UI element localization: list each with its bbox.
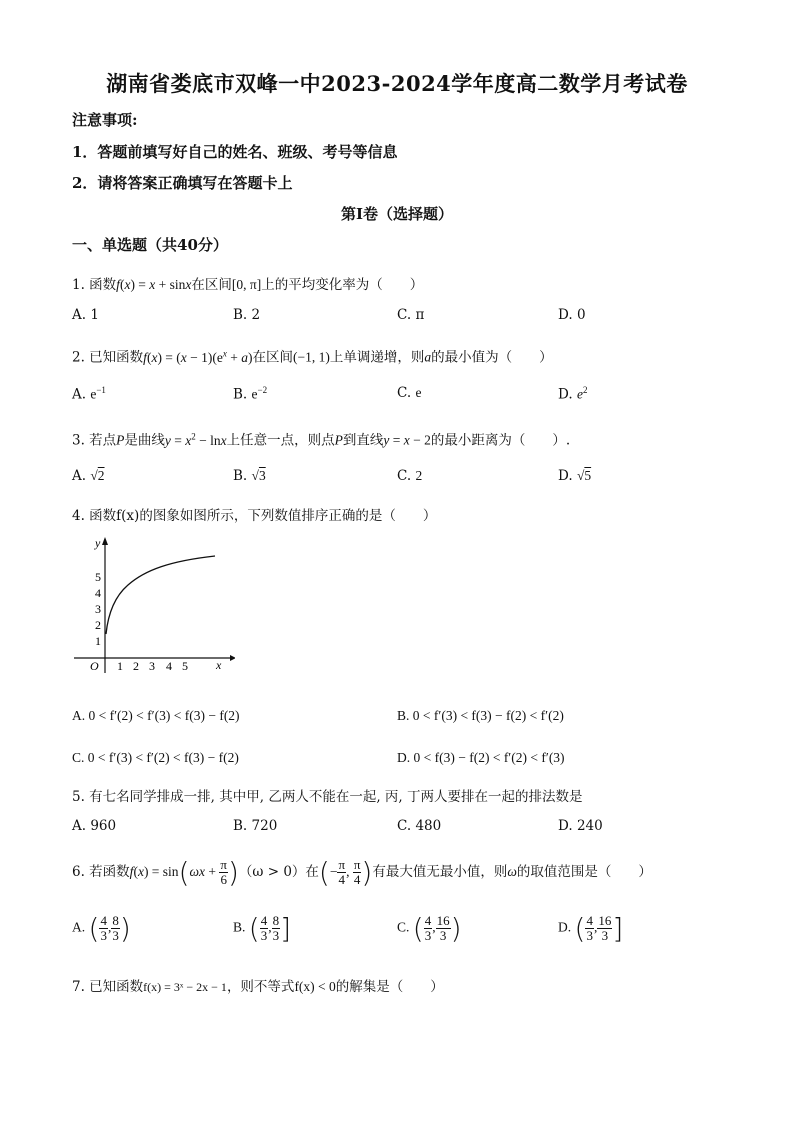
q6-option-d: D. ( $\frac{4}{3}$ , $\frac{16}{3}$ ] bbox=[558, 912, 624, 945]
section-title: 一、单选题（共40分） bbox=[72, 236, 228, 254]
q5-option-a: A. 960 bbox=[72, 818, 117, 834]
q4-graph bbox=[70, 535, 235, 675]
y-tick-5: 5 bbox=[95, 570, 101, 584]
q3-option-b: B. √3 bbox=[233, 468, 266, 484]
y-tick-1: 1 bbox=[95, 634, 101, 648]
q6-option-b: B. ( $\frac{4}{3}$ , $\frac{8}{3}$ ] bbox=[233, 912, 292, 945]
x-axis-label: x bbox=[216, 658, 222, 672]
notice-item-2: 2．请将答案正确填写在答题卡上 bbox=[72, 174, 293, 192]
q1-formula: f(x) = x + sinx bbox=[116, 277, 192, 292]
q6-formula: f(x) = sin(ωx + $\frac{\pi}{6}$ ) bbox=[129, 855, 239, 889]
q4-option-c: C. 0 < f′(3) < f′(2) < f(3) − f(2) bbox=[72, 750, 239, 765]
question-2: 2. 已知函数$f(x) = (x - 1)(e^x + a)$在区间(−1, 1)上单调递增，则a的最小值为（ ） bbox=[72, 348, 553, 366]
x-tick-3: 3 bbox=[149, 659, 155, 673]
origin-label: O bbox=[90, 659, 99, 673]
q3-line: y = x − 2 bbox=[383, 432, 431, 448]
exam-title: 湖南省娄底市双峰一中2023-2024学年度高二数学月考试卷 bbox=[106, 71, 688, 96]
q6-option-c: C. ( $\frac{4}{3}$ , $\frac{16}{3}$ ) bbox=[397, 912, 462, 945]
q1-num: 1. 函数 bbox=[72, 277, 117, 293]
q2-option-b: B. $e^{-2}$ bbox=[233, 385, 268, 403]
y-tick-2: 2 bbox=[95, 618, 101, 632]
q3-option-d: D. √5 bbox=[558, 468, 592, 484]
notice-item-1: 1．答题前填写好自己的姓名、班级、考号等信息 bbox=[72, 143, 398, 161]
volume-title: 第I卷（选择题） bbox=[340, 205, 454, 223]
x-tick-4: 4 bbox=[166, 659, 172, 673]
q3-curve: $y = x^2 - \ln x$ bbox=[164, 431, 227, 448]
q2-option-d: D. $e^2$ bbox=[558, 385, 588, 403]
q1-text-b: 上的平均变化率为（ ） bbox=[261, 277, 424, 293]
q5-option-d: D. 240 bbox=[558, 818, 603, 834]
x-tick-5: 5 bbox=[182, 659, 188, 673]
x-tick-1: 1 bbox=[117, 659, 123, 673]
q3-option-c: C. 2 bbox=[397, 468, 423, 484]
q5-option-b: B. 720 bbox=[233, 818, 278, 834]
q5-option-c: C. 480 bbox=[397, 818, 442, 834]
q7-inequality: f(x) < 0 bbox=[294, 979, 336, 994]
question-7: 7. 已知函数f(x) = 3ˣ − 2x − 1，则不等式f(x) < 0的解集是（ ） bbox=[72, 979, 444, 995]
x-tick-2: 2 bbox=[133, 659, 139, 673]
q2-interval: (−1, 1) bbox=[293, 349, 330, 365]
q4-option-b: B. 0 < f′(3) < f(3) − f(2) < f′(2) bbox=[397, 708, 564, 723]
q2-option-a: A. $e^{-1}$ bbox=[72, 385, 106, 403]
question-1 bbox=[72, 274, 423, 296]
notice-heading: 注意事项: bbox=[72, 111, 138, 129]
function-curve bbox=[106, 556, 215, 634]
question-4: 4. 函数f(x)的图象如图所示，下列数值排序正确的是（ ） bbox=[72, 508, 437, 524]
x-ticks bbox=[117, 659, 188, 673]
q1-text-a: 在区间 bbox=[191, 277, 232, 293]
y-tick-4: 4 bbox=[95, 586, 101, 600]
q1-option-c: C. π bbox=[397, 307, 425, 323]
q4-option-a: A. 0 < f′(2) < f′(3) < f(3) − f(2) bbox=[72, 708, 240, 723]
y-ticks bbox=[95, 570, 101, 648]
q1-interval: [0, π] bbox=[231, 277, 262, 292]
question-6: 6. 若函数f(x) = sin(ωx + $\frac{\pi}{6}$ )（ω > 0）在(− $\frac{\pi}{4}$ , $\frac{\pi}{4}$ )有最大值无最小值，则ω的取值范围是（ ） bbox=[72, 855, 652, 889]
question-3: 3. 若点P是曲线$y = x^2 - \ln x$上任意一点，则点P到直线y = x − 2的最小距离为（ ）. bbox=[72, 431, 571, 449]
question-5: 5. 有七名同学排成一排, 其中甲, 乙两人不能在一起, 丙, 丁两人要排在一起的排法数是 bbox=[72, 789, 583, 805]
q6-option-a: A. ( $\frac{4}{3}$ , $\frac{8}{3}$ ) bbox=[72, 912, 131, 945]
q7-function: f(x) = 3ˣ − 2x − 1 bbox=[143, 980, 227, 994]
q1-option-a: A. 1 bbox=[72, 307, 99, 323]
q2-formula: $f(x) = (x - 1)(e^x + a)$ bbox=[143, 348, 253, 365]
y-axis-label: y bbox=[95, 536, 101, 550]
q4-option-d: D. 0 < f(3) − f(2) < f′(2) < f′(3) bbox=[397, 750, 565, 765]
q3-option-a: A. √2 bbox=[72, 468, 105, 484]
q2-option-c: C. e bbox=[397, 385, 422, 401]
q1-option-b: B. 2 bbox=[233, 307, 261, 323]
y-tick-3: 3 bbox=[95, 602, 101, 616]
q1-option-d: D. 0 bbox=[558, 307, 586, 323]
q6-interval: (− $\frac{\pi}{4}$ , $\frac{\pi}{4}$ ) bbox=[318, 855, 373, 889]
